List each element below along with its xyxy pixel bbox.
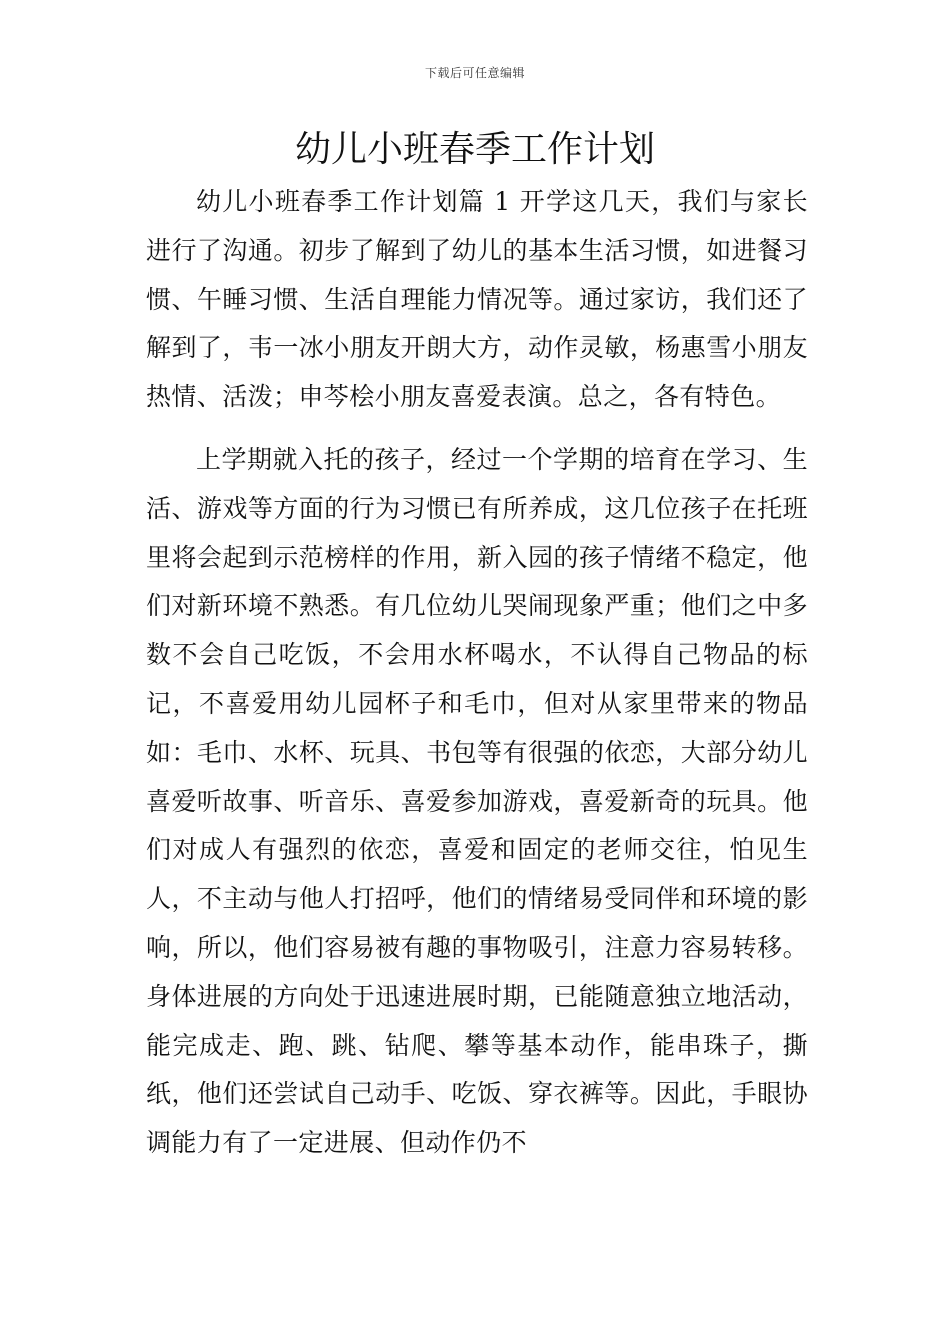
paragraph-2: 上学期就入托的孩子，经过一个学期的培育在学习、生活、游戏等方面的行为习惯已有所养成，这几位孩子在托班里将会起到示范榜样的作用，新入园的孩子情绪不稳定，他们对新环境不熟悉。有几位幼儿哭闹现象严重；他们之中多数不会自己吃饭，不会用水杯喝水，不认得自己物品的标记，不喜爱用幼儿园杯子和毛巾，但对从家里带来的物品如：毛巾、水杯、玩具、书包等有很强的依恋，大部分幼儿喜爱听故事、听音乐、喜爱参加游戏，喜爱新奇的玩具。他们对成人有强烈的依恋，喜爱和固定的老师交往，怕见生人，不主动与他人打招呼，他们的情绪易受同伴和环境的影响，所以，他们容易被有趣的事物吸引，注意力容易转移。身体进展的方向处于迅速进展时期，已能随意独立地活动，能完成走、跑、跳、钻爬、攀等基本动作，能串珠子，撕纸，他们还尝试自己动手、吃饭、穿衣裤等。因此，手眼协调能力有了一定进展、但动作仍不 — [146, 444, 808, 1158]
paragraph-1: 幼儿小班春季工作计划篇 1 开学这几天，我们与家长进行了沟通。初步了解到了幼儿的基本生活习惯，如进餐习惯、午睡习惯、生活自理能力情况等。通过家访，我们还了解到了，韦一冰小朋友开朗大方，动作灵敏，杨惠雪小朋友热情、活泼；申芩桧小朋友喜爱表演。总之，各有特色。 — [146, 187, 808, 412]
document-body — [146, 178, 808, 1168]
header-note: 下载后可任意编辑 — [424, 66, 525, 80]
document-title: 幼儿小班春季工作计划 — [294, 129, 655, 170]
